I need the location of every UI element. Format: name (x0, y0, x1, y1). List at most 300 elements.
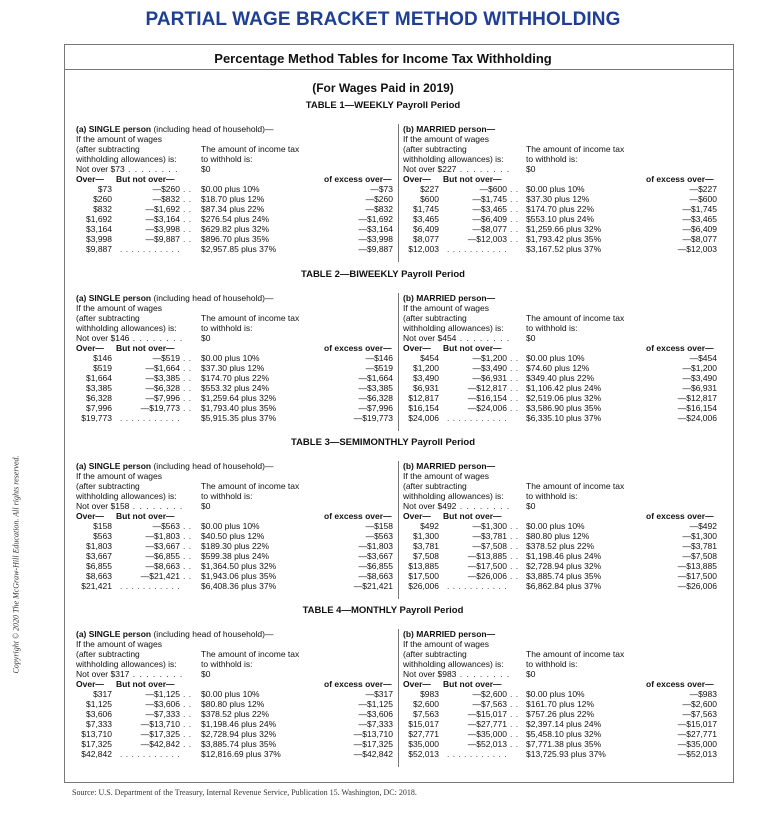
bracket-over: $35,000 (408, 739, 439, 749)
excess-over: —$1,300 (682, 531, 717, 541)
tax-amount: $0.00 plus 10% (201, 184, 260, 194)
bracket-row (76, 353, 401, 363)
bracket-rows (403, 353, 718, 423)
excess-over: —$19,773 (353, 413, 393, 423)
not-over-line (403, 669, 718, 679)
excess-over: —$16,154 (677, 403, 717, 413)
married-panel (398, 629, 718, 767)
intro-answer-line: The amount of income tax (201, 313, 300, 323)
excess-over: —$492 (689, 521, 717, 531)
bracket-over: $13,885 (408, 561, 439, 571)
col-over-header: Over— (403, 174, 431, 184)
leader-dots: . . (183, 699, 192, 709)
bracket-rows (76, 184, 401, 254)
col-excess-header: of excess over— (646, 174, 714, 184)
bracket-but-not-over: —$16,154 (467, 393, 507, 403)
tax-amount: $80.80 plus 12% (201, 699, 265, 709)
panel-intro (76, 134, 401, 164)
source-note: Source: U.S. Department of the Treasury, Internal Revenue Service, Publication 15. Washington, DC: 2018. (72, 788, 417, 797)
bracket-but-not-over: —$3,490 (472, 363, 507, 373)
bracket-over: $12,003 (408, 244, 439, 254)
table-heading: TABLE 3—SEMIMONTHLY Payroll Period (290, 437, 476, 448)
intro-line: (after subtracting (76, 481, 140, 491)
not-over-line (76, 333, 401, 343)
excess-over: —$563 (365, 531, 393, 541)
bracket-row (403, 363, 718, 373)
excess-over: —$832 (365, 204, 393, 214)
leader-dots: . . . . . . . . (456, 164, 511, 174)
intro-line: withholding allowances) is: (403, 323, 504, 333)
bracket-over: $15,017 (408, 719, 439, 729)
bracket-but-not-over: —$13,885 (467, 551, 507, 561)
bracket-row (76, 521, 401, 531)
tax-amount: $1,364.50 plus 32% (201, 561, 277, 571)
tax-amount: $2,728.94 plus 32% (526, 561, 602, 571)
col-but-not-over-header: But not over— (443, 174, 502, 184)
bracket-over: $983 (420, 689, 439, 699)
bracket-row (76, 729, 401, 739)
bracket-row (76, 194, 401, 204)
col-over-header: Over— (403, 511, 431, 521)
bracket-row (403, 244, 718, 254)
bracket-row (403, 571, 718, 581)
leader-dots: . . (510, 739, 519, 749)
intro-answer-line: to withhold is: (526, 491, 578, 501)
bracket-over: $6,409 (413, 224, 439, 234)
single-panel (76, 629, 401, 767)
intro-line: If the amount of wages (76, 134, 162, 144)
excess-over: —$7,508 (682, 551, 717, 561)
col-excess-header: of excess over— (324, 343, 392, 353)
bracket-over: $19,773 (81, 413, 112, 423)
bracket-row (76, 739, 401, 749)
column-headers (76, 679, 401, 689)
intro-answer-line: to withhold is: (201, 491, 253, 501)
bracket-over: $17,325 (81, 739, 112, 749)
tables-title: Percentage Method Tables for Income Tax Withholding (214, 51, 552, 66)
bracket-but-not-over: —$1,300 (472, 521, 507, 531)
panel-heading (76, 461, 401, 471)
table-heading: TABLE 4—MONTHLY Payroll Period (302, 605, 464, 616)
tax-amount: $0.00 plus 10% (526, 689, 585, 699)
bracket-row (76, 383, 401, 393)
bracket-but-not-over: —$6,931 (472, 373, 507, 383)
intro-line: withholding allowances) is: (76, 659, 177, 669)
bracket-row (403, 383, 718, 393)
bracket-rows (76, 521, 401, 591)
leader-dots: . . (183, 353, 192, 363)
bracket-over: $13,710 (81, 729, 112, 739)
tax-amount: $553.10 plus 24% (526, 214, 595, 224)
bracket-row (76, 581, 401, 591)
bracket-over: $6,931 (413, 383, 439, 393)
tax-amount: $276.54 plus 24% (201, 214, 270, 224)
single-panel (76, 461, 401, 599)
intro-answer-line: to withhold is: (201, 323, 253, 333)
excess-over: —$7,333 (358, 719, 393, 729)
col-over-header: Over— (403, 343, 431, 353)
tax-amount: $0.00 plus 10% (526, 521, 585, 531)
bracket-over: $3,465 (413, 214, 439, 224)
panel-heading-main: (b) MARRIED person— (403, 461, 496, 471)
panel-heading-main: (a) SINGLE person (76, 461, 152, 471)
leader-dots: . . . . . . . . (129, 669, 184, 679)
col-excess-header: of excess over— (646, 679, 714, 689)
intro-line: (after subtracting (403, 649, 467, 659)
not-over-label: Not over $317 (76, 669, 130, 679)
leader-dots: . . (510, 541, 519, 551)
excess-over: —$3,606 (358, 709, 393, 719)
leader-dots: . . (510, 373, 519, 383)
intro-answer-line: The amount of income tax (526, 481, 625, 491)
tax-amount: $0.00 plus 10% (526, 353, 585, 363)
bracket-over: $2,600 (413, 699, 439, 709)
bracket-over: $3,490 (413, 373, 439, 383)
panel-heading-main: (a) SINGLE person (76, 629, 152, 639)
excess-over: —$24,006 (677, 413, 717, 423)
bracket-but-not-over: —$600 (479, 184, 507, 194)
bracket-but-not-over: —$7,563 (472, 699, 507, 709)
excess-over: —$9,887 (358, 244, 393, 254)
intro-line: If the amount of wages (76, 639, 162, 649)
bracket-but-not-over: —$6,328 (145, 383, 180, 393)
leader-dots: . . (510, 353, 519, 363)
tax-amount: $6,862.84 plus 37% (526, 581, 602, 591)
tax-amount: $7,771.38 plus 35% (526, 739, 602, 749)
bracket-but-not-over: —$19,773 (140, 403, 180, 413)
bracket-row (403, 403, 718, 413)
not-over-line (76, 669, 401, 679)
leader-dots: . . (183, 403, 192, 413)
tax-amount: $0.00 plus 10% (526, 184, 585, 194)
not-over-line (403, 333, 718, 343)
bracket-but-not-over: —$6,855 (145, 551, 180, 561)
bracket-over: $24,006 (408, 413, 439, 423)
bracket-row (403, 194, 718, 204)
tax-amount: $378.52 plus 22% (201, 709, 270, 719)
leader-dots: . . (510, 234, 519, 244)
tax-amount: $161.70 plus 12% (526, 699, 595, 709)
intro-line: withholding allowances) is: (76, 154, 177, 164)
leader-dots: . . . . . . . . . . . (447, 749, 508, 759)
tax-amount: $6,335.10 plus 37% (526, 413, 602, 423)
intro-line: (after subtracting (76, 313, 140, 323)
bracket-row (76, 403, 401, 413)
bracket-but-not-over: —$24,006 (467, 403, 507, 413)
leader-dots: . . (510, 393, 519, 403)
tax-amount: $40.50 plus 12% (201, 531, 265, 541)
bracket-but-not-over: —$1,745 (472, 194, 507, 204)
bracket-row (76, 749, 401, 759)
excess-over: —$12,817 (677, 393, 717, 403)
leader-dots: . . (510, 571, 519, 581)
leader-dots: . . . . . . . . (456, 501, 511, 511)
column-headers (403, 679, 718, 689)
not-over-answer: $0 (201, 333, 211, 343)
not-over-answer: $0 (201, 501, 211, 511)
panel-intro (403, 471, 718, 501)
bracket-row (76, 719, 401, 729)
leader-dots: . . (510, 521, 519, 531)
leader-dots: . . (510, 224, 519, 234)
bracket-row (403, 699, 718, 709)
leader-dots: . . (183, 184, 192, 194)
excess-over: —$17,325 (353, 739, 393, 749)
not-over-answer: $0 (526, 333, 536, 343)
page-heading: PARTIAL WAGE BRACKET METHOD WITHHOLDING (145, 9, 621, 30)
bracket-but-not-over: —$12,003 (467, 234, 507, 244)
col-but-not-over-header: But not over— (116, 679, 175, 689)
excess-over: —$42,842 (353, 749, 393, 759)
panel-intro (403, 134, 718, 164)
col-over-header: Over— (76, 511, 104, 521)
bracket-but-not-over: —$1,803 (145, 531, 180, 541)
not-over-line (403, 164, 718, 174)
leader-dots: . . (510, 551, 519, 561)
leader-dots: . . . . . . . . (456, 333, 511, 343)
col-but-not-over-header: But not over— (116, 343, 175, 353)
leader-dots: . . . . . . . . . . . (447, 581, 508, 591)
excess-over: —$8,077 (682, 234, 717, 244)
column-headers (403, 511, 718, 521)
col-excess-header: of excess over— (324, 511, 392, 521)
bracket-over: $1,125 (86, 699, 112, 709)
bracket-over: $1,692 (86, 214, 112, 224)
bracket-but-not-over: —$12,817 (467, 383, 507, 393)
excess-over: —$260 (365, 194, 393, 204)
bracket-over: $7,563 (413, 709, 439, 719)
leader-dots: . . (183, 204, 192, 214)
bracket-rows (403, 184, 718, 254)
intro-answer-line: The amount of income tax (201, 649, 300, 659)
bracket-but-not-over: —$260 (152, 184, 180, 194)
tax-amount: $896.70 plus 35% (201, 234, 270, 244)
leader-dots: . . . . . . . . . . . (120, 413, 181, 423)
excess-over: —$7,563 (682, 709, 717, 719)
not-over-answer: $0 (526, 164, 536, 174)
bracket-row (76, 413, 401, 423)
intro-line: If the amount of wages (403, 303, 489, 313)
leader-dots: . . (510, 184, 519, 194)
bracket-over: $9,887 (86, 244, 112, 254)
bracket-row (403, 561, 718, 571)
intro-line: If the amount of wages (76, 303, 162, 313)
bracket-row (403, 204, 718, 214)
bracket-row (76, 393, 401, 403)
tax-amount: $1,943.06 plus 35% (201, 571, 277, 581)
leader-dots: . . (510, 531, 519, 541)
bracket-row (403, 581, 718, 591)
col-over-header: Over— (76, 343, 104, 353)
bracket-but-not-over: —$2,600 (472, 689, 507, 699)
leader-dots: . . (183, 689, 192, 699)
bracket-over: $3,781 (413, 541, 439, 551)
excess-over: —$3,667 (358, 551, 393, 561)
bracket-over: $146 (93, 353, 112, 363)
excess-over: —$1,664 (358, 373, 393, 383)
panel-heading (403, 124, 718, 134)
excess-over: —$21,421 (353, 581, 393, 591)
panel-heading-main: (b) MARRIED person— (403, 629, 496, 639)
intro-line: If the amount of wages (76, 471, 162, 481)
not-over-line (403, 501, 718, 511)
bracket-row (76, 531, 401, 541)
tax-amount: $3,885.74 plus 35% (526, 571, 602, 581)
tax-amount: $629.82 plus 32% (201, 224, 270, 234)
tax-amount: $74.60 plus 12% (526, 363, 590, 373)
married-panel (398, 293, 718, 431)
tax-amount: $37.30 plus 12% (526, 194, 590, 204)
not-over-answer: $0 (201, 164, 211, 174)
intro-line: withholding allowances) is: (403, 491, 504, 501)
leader-dots: . . (510, 194, 519, 204)
tax-amount: $553.32 plus 24% (201, 383, 270, 393)
bracket-row (76, 244, 401, 254)
not-over-line (76, 164, 401, 174)
bracket-but-not-over: —$832 (152, 194, 180, 204)
bracket-but-not-over: —$17,325 (140, 729, 180, 739)
excess-over: —$1,803 (358, 541, 393, 551)
intro-line: (after subtracting (76, 144, 140, 154)
leader-dots: . . (183, 224, 192, 234)
bracket-over: $260 (93, 194, 112, 204)
panel-heading (403, 293, 718, 303)
leader-dots: . . . . . . . . . . . (120, 581, 181, 591)
bracket-over: $3,606 (86, 709, 112, 719)
tax-amount: $1,106.42 plus 24% (526, 383, 602, 393)
single-panel (76, 293, 401, 431)
col-but-not-over-header: But not over— (443, 679, 502, 689)
tax-amount: $87.34 plus 22% (201, 204, 265, 214)
bracket-over: $12,817 (408, 393, 439, 403)
intro-line: (after subtracting (403, 313, 467, 323)
leader-dots: . . (510, 363, 519, 373)
bracket-row (403, 739, 718, 749)
married-panel (398, 124, 718, 262)
panel-intro (403, 639, 718, 669)
tax-amount: $599.38 plus 24% (201, 551, 270, 561)
bracket-but-not-over: —$3,606 (145, 699, 180, 709)
bracket-over: $6,328 (86, 393, 112, 403)
tax-amount: $0.00 plus 10% (201, 521, 260, 531)
leader-dots: . . (183, 234, 192, 244)
excess-over: —$3,490 (682, 373, 717, 383)
panel-heading (76, 629, 401, 639)
excess-over: —$2,600 (682, 699, 717, 709)
tax-amount: $2,397.14 plus 24% (526, 719, 602, 729)
excess-over: —$3,465 (682, 214, 717, 224)
bracket-but-not-over: —$8,663 (145, 561, 180, 571)
panel-heading-qualifier: (including head of household)— (153, 461, 274, 471)
bracket-but-not-over: —$1,200 (472, 353, 507, 363)
bracket-row (403, 214, 718, 224)
excess-over: —$227 (689, 184, 717, 194)
excess-over: —$35,000 (677, 739, 717, 749)
excess-over: —$519 (365, 363, 393, 373)
tax-amount: $1,198.46 plus 24% (201, 719, 277, 729)
bracket-over: $519 (93, 363, 112, 373)
intro-line: withholding allowances) is: (76, 491, 177, 501)
bracket-row (76, 689, 401, 699)
bracket-over: $7,508 (413, 551, 439, 561)
tax-amount: $80.80 plus 12% (526, 531, 590, 541)
leader-dots: . . . . . . . . (124, 164, 179, 174)
tax-amount: $378.52 plus 22% (526, 541, 595, 551)
col-excess-header: of excess over— (646, 343, 714, 353)
leader-dots: . . (183, 709, 192, 719)
side-copyright: Copyright © 2020 The McGraw-Hill Education. All rights reserved. (11, 455, 21, 674)
table-heading: TABLE 1—WEEKLY Payroll Period (305, 100, 461, 111)
bracket-but-not-over: —$35,000 (467, 729, 507, 739)
bracket-row (403, 521, 718, 531)
single-panel (76, 124, 401, 262)
tax-amount: $13,725.93 plus 37% (526, 749, 606, 759)
excess-over: —$26,006 (677, 581, 717, 591)
bracket-over: $3,998 (86, 234, 112, 244)
bracket-row (403, 353, 718, 363)
leader-dots: . . (183, 531, 192, 541)
panel-heading (76, 124, 401, 134)
bracket-but-not-over: —$3,667 (145, 541, 180, 551)
leader-dots: . . (183, 383, 192, 393)
excess-over: —$8,663 (358, 571, 393, 581)
leader-dots: . . . . . . . . (456, 669, 511, 679)
bracket-over: $7,996 (86, 403, 112, 413)
bracket-row (76, 561, 401, 571)
not-over-label: Not over $158 (76, 501, 130, 511)
not-over-answer: $0 (526, 669, 536, 679)
tax-amount: $12,816.69 plus 37% (201, 749, 281, 759)
excess-over: —$13,710 (353, 729, 393, 739)
not-over-label: Not over $73 (76, 164, 125, 174)
excess-over: —$146 (365, 353, 393, 363)
bracket-but-not-over: —$1,692 (145, 204, 180, 214)
tax-amount: $2,519.06 plus 32% (526, 393, 602, 403)
intro-line: withholding allowances) is: (403, 659, 504, 669)
excess-over: —$3,781 (682, 541, 717, 551)
leader-dots: . . (183, 561, 192, 571)
intro-line: (after subtracting (403, 481, 467, 491)
bracket-but-not-over: —$3,164 (145, 214, 180, 224)
table-heading: TABLE 2—BIWEEKLY Payroll Period (300, 269, 465, 280)
excess-over: —$158 (365, 521, 393, 531)
leader-dots: . . (183, 551, 192, 561)
col-but-not-over-header: But not over— (116, 511, 175, 521)
intro-answer-line: The amount of income tax (526, 313, 625, 323)
bracket-but-not-over: —$3,385 (145, 373, 180, 383)
tax-amount: $349.40 plus 22% (526, 373, 595, 383)
column-headers (76, 511, 401, 521)
bracket-over: $17,500 (408, 571, 439, 581)
intro-line: withholding allowances) is: (403, 154, 504, 164)
leader-dots: . . (510, 699, 519, 709)
bracket-over: $8,663 (86, 571, 112, 581)
leader-dots: . . . . . . . . . . . (120, 244, 181, 254)
bracket-but-not-over: —$8,077 (472, 224, 507, 234)
leader-dots: . . (510, 689, 519, 699)
leader-dots: . . (183, 363, 192, 373)
intro-line: (after subtracting (403, 144, 467, 154)
bracket-over: $1,745 (413, 204, 439, 214)
bracket-row (76, 709, 401, 719)
leader-dots: . . (510, 383, 519, 393)
bracket-over: $3,667 (86, 551, 112, 561)
panel-heading-main: (a) SINGLE person (76, 124, 152, 134)
tax-amount: $18.70 plus 12% (201, 194, 265, 204)
intro-answer-line: The amount of income tax (201, 144, 300, 154)
bracket-but-not-over: —$563 (152, 521, 180, 531)
leader-dots: . . (183, 719, 192, 729)
